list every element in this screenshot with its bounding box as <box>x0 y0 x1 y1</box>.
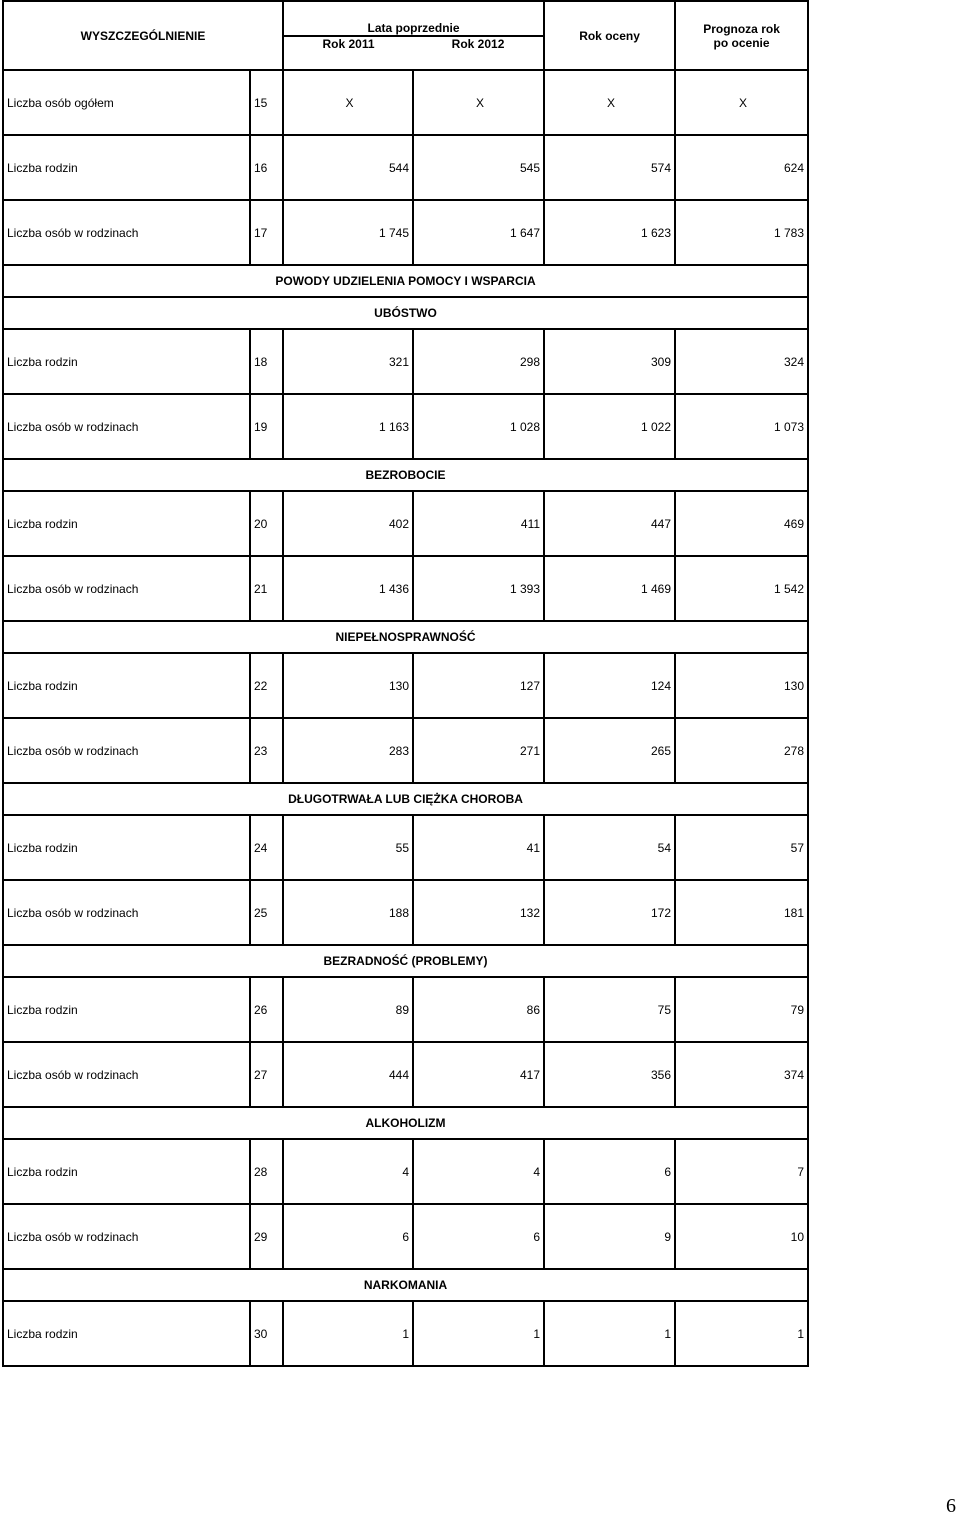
row-label: Liczba rodzin <box>3 491 250 556</box>
cell-2012: 411 <box>413 491 544 556</box>
header-year-2012: Rok 2012 <box>413 36 544 70</box>
row-number: 16 <box>250 135 283 200</box>
cell-forecast: X <box>675 70 808 135</box>
cell-evaluation-year: 124 <box>544 653 675 718</box>
section-header-row <box>3 297 808 329</box>
row-label: Liczba osób w rodzinach <box>3 880 250 945</box>
section-title: POWODY UDZIELENIA POMOCY I WSPARCIA <box>3 265 808 297</box>
section-title: BEZRADNOŚĆ (PROBLEMY) <box>3 945 808 977</box>
cell-2011: 1 163 <box>283 394 413 459</box>
table-body <box>3 1 808 1366</box>
cell-2012: 1 647 <box>413 200 544 265</box>
cell-2011: 188 <box>283 880 413 945</box>
cell-2011: 55 <box>283 815 413 880</box>
row-label: Liczba osób w rodzinach <box>3 394 250 459</box>
cell-forecast: 57 <box>675 815 808 880</box>
cell-2012: 1 <box>413 1301 544 1366</box>
cell-2011: 544 <box>283 135 413 200</box>
cell-evaluation-year: 309 <box>544 329 675 394</box>
cell-2012: 6 <box>413 1204 544 1269</box>
cell-2011: 6 <box>283 1204 413 1269</box>
cell-forecast: 10 <box>675 1204 808 1269</box>
cell-2012: 417 <box>413 1042 544 1107</box>
row-label: Liczba osób w rodzinach <box>3 200 250 265</box>
cell-forecast: 7 <box>675 1139 808 1204</box>
cell-forecast: 278 <box>675 718 808 783</box>
cell-evaluation-year: 75 <box>544 977 675 1042</box>
section-header-row <box>3 265 808 297</box>
cell-evaluation-year: 447 <box>544 491 675 556</box>
cell-forecast: 624 <box>675 135 808 200</box>
row-number: 25 <box>250 880 283 945</box>
header-forecast-line2: po ocenie <box>713 35 770 50</box>
row-number: 24 <box>250 815 283 880</box>
table-row <box>3 880 808 945</box>
cell-2011: 4 <box>283 1139 413 1204</box>
cell-2011: X <box>283 70 413 135</box>
cell-evaluation-year: 356 <box>544 1042 675 1107</box>
table-row <box>3 135 808 200</box>
cell-2012: 132 <box>413 880 544 945</box>
cell-2011: 1 <box>283 1301 413 1366</box>
row-label: Liczba rodzin <box>3 815 250 880</box>
cell-forecast: 469 <box>675 491 808 556</box>
cell-forecast: 324 <box>675 329 808 394</box>
cell-2012: 298 <box>413 329 544 394</box>
section-header-row <box>3 1107 808 1139</box>
row-number: 23 <box>250 718 283 783</box>
cell-forecast: 374 <box>675 1042 808 1107</box>
section-title: BEZROBOCIE <box>3 459 808 491</box>
cell-evaluation-year: 1 022 <box>544 394 675 459</box>
cell-evaluation-year: 9 <box>544 1204 675 1269</box>
cell-2012: 1 028 <box>413 394 544 459</box>
cell-2011: 1 745 <box>283 200 413 265</box>
table-row <box>3 394 808 459</box>
row-label: Liczba rodzin <box>3 135 250 200</box>
table-row <box>3 70 808 135</box>
section-header-row <box>3 1269 808 1301</box>
row-number: 27 <box>250 1042 283 1107</box>
cell-forecast: 1 542 <box>675 556 808 621</box>
row-label: Liczba rodzin <box>3 329 250 394</box>
header-year-2011: Rok 2011 <box>283 36 413 70</box>
header-description: WYSZCZEGÓLNIENIE <box>3 1 283 70</box>
section-title: DŁUGOTRWAŁA LUB CIĘŻKA CHOROBA <box>3 783 808 815</box>
cell-2011: 89 <box>283 977 413 1042</box>
cell-2012: 4 <box>413 1139 544 1204</box>
header-forecast <box>675 1 808 70</box>
row-label: Liczba osób ogółem <box>3 70 250 135</box>
cell-forecast: 130 <box>675 653 808 718</box>
section-title: UBÓSTWO <box>3 297 808 329</box>
row-number: 21 <box>250 556 283 621</box>
cell-2011: 1 436 <box>283 556 413 621</box>
section-header-row <box>3 945 808 977</box>
cell-forecast: 1 783 <box>675 200 808 265</box>
table-row <box>3 815 808 880</box>
cell-forecast: 181 <box>675 880 808 945</box>
cell-evaluation-year: 1 469 <box>544 556 675 621</box>
cell-forecast: 1 073 <box>675 394 808 459</box>
row-number: 30 <box>250 1301 283 1366</box>
row-label: Liczba osób w rodzinach <box>3 556 250 621</box>
cell-forecast: 79 <box>675 977 808 1042</box>
row-label: Liczba rodzin <box>3 1139 250 1204</box>
table-row <box>3 977 808 1042</box>
row-label: Liczba rodzin <box>3 653 250 718</box>
cell-forecast: 1 <box>675 1301 808 1366</box>
header-previous-years: Lata poprzednie <box>283 1 544 36</box>
cell-2012: 86 <box>413 977 544 1042</box>
table-row <box>3 718 808 783</box>
cell-2011: 402 <box>283 491 413 556</box>
statistics-table <box>2 0 809 1367</box>
header-row-1 <box>3 1 808 36</box>
cell-evaluation-year: 265 <box>544 718 675 783</box>
section-title: NIEPEŁNOSPRAWNOŚĆ <box>3 621 808 653</box>
cell-2011: 130 <box>283 653 413 718</box>
table-row <box>3 1204 808 1269</box>
cell-2011: 321 <box>283 329 413 394</box>
table-row <box>3 653 808 718</box>
row-number: 20 <box>250 491 283 556</box>
row-label: Liczba rodzin <box>3 1301 250 1366</box>
cell-evaluation-year: 54 <box>544 815 675 880</box>
cell-2012: X <box>413 70 544 135</box>
row-label: Liczba rodzin <box>3 977 250 1042</box>
cell-2012: 1 393 <box>413 556 544 621</box>
row-label: Liczba osób w rodzinach <box>3 1204 250 1269</box>
cell-2012: 545 <box>413 135 544 200</box>
cell-evaluation-year: 1 623 <box>544 200 675 265</box>
table-row <box>3 1042 808 1107</box>
header-evaluation-year: Rok oceny <box>544 1 675 70</box>
row-number: 15 <box>250 70 283 135</box>
row-number: 26 <box>250 977 283 1042</box>
section-title: NARKOMANIA <box>3 1269 808 1301</box>
cell-evaluation-year: 6 <box>544 1139 675 1204</box>
table-row <box>3 1301 808 1366</box>
row-number: 28 <box>250 1139 283 1204</box>
cell-evaluation-year: 1 <box>544 1301 675 1366</box>
header-forecast-line1: Prognoza rok <box>703 21 780 36</box>
row-number: 19 <box>250 394 283 459</box>
cell-2011: 283 <box>283 718 413 783</box>
cell-2012: 127 <box>413 653 544 718</box>
cell-2012: 271 <box>413 718 544 783</box>
table-row <box>3 329 808 394</box>
section-header-row <box>3 459 808 491</box>
row-label: Liczba osób w rodzinach <box>3 1042 250 1107</box>
cell-evaluation-year: 172 <box>544 880 675 945</box>
cell-evaluation-year: 574 <box>544 135 675 200</box>
section-title: ALKOHOLIZM <box>3 1107 808 1139</box>
table-row <box>3 491 808 556</box>
row-number: 18 <box>250 329 283 394</box>
section-header-row <box>3 783 808 815</box>
row-number: 22 <box>250 653 283 718</box>
cell-2011: 444 <box>283 1042 413 1107</box>
table-row <box>3 200 808 265</box>
row-number: 17 <box>250 200 283 265</box>
row-label: Liczba osób w rodzinach <box>3 718 250 783</box>
table-row <box>3 1139 808 1204</box>
cell-2012: 41 <box>413 815 544 880</box>
section-header-row <box>3 621 808 653</box>
row-number: 29 <box>250 1204 283 1269</box>
cell-evaluation-year: X <box>544 70 675 135</box>
page-number: 6 <box>946 1495 956 1517</box>
table-row <box>3 556 808 621</box>
